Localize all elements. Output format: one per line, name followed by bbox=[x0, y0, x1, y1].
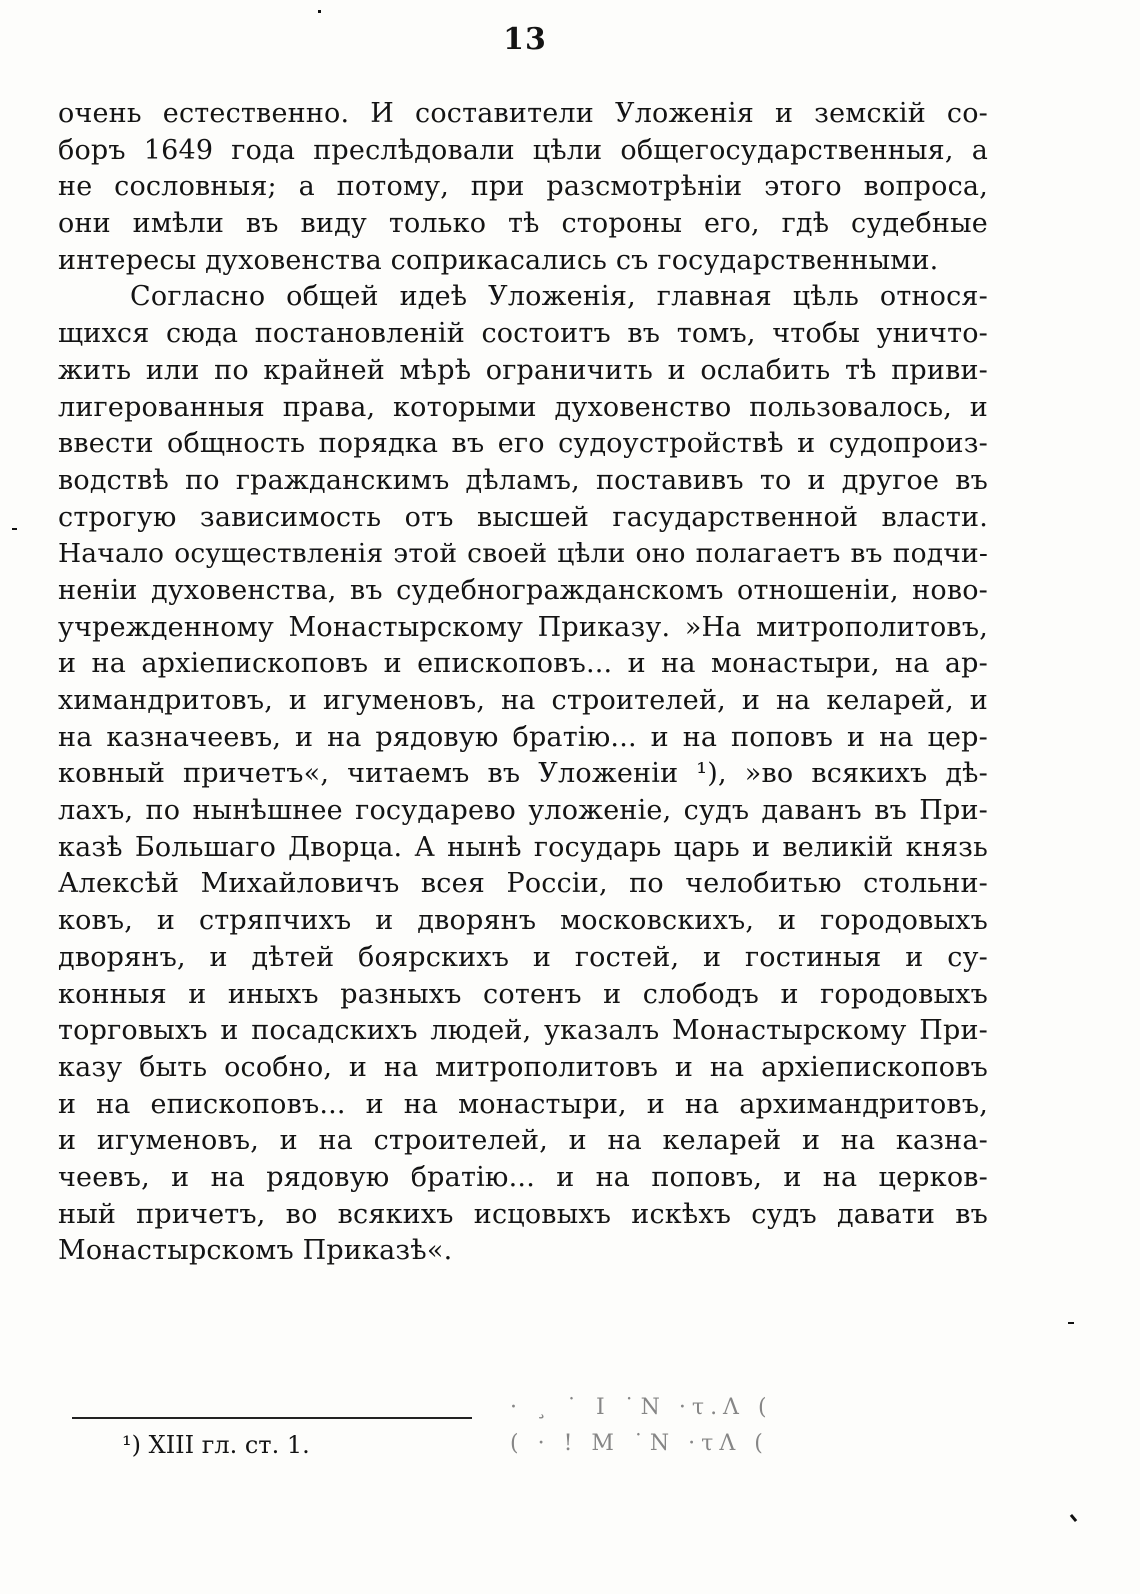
scan-speck bbox=[12, 528, 17, 530]
text-line: интересы духовенства соприкасались съ государственными. bbox=[58, 244, 939, 276]
text-line: неніи духовенства, въ судебногражданскомъ отношеніи, ново- bbox=[58, 574, 988, 606]
scan-speck bbox=[1068, 1322, 1074, 1324]
smudge-line: · ¸ ˙ Ι ˙Ν ·τ.Λ ( bbox=[510, 1395, 773, 1420]
text-line: Алексѣй Михайловичъ всея Россіи, по челобитью стольни- bbox=[58, 868, 988, 900]
text-line: ковъ, и стряпчихъ и дворянъ московскихъ, и городовыхъ bbox=[58, 905, 988, 937]
text-line: ввести общность порядка въ его судоустройствѣ и судопроиз- bbox=[58, 428, 988, 460]
text-line: дворянъ, и дѣтей боярскихъ и гостей, и гостиныя и су- bbox=[58, 941, 988, 973]
text-line: боръ 1649 года преслѣдовали цѣли общегосударственныя, а bbox=[58, 134, 988, 166]
text-line: ный причетъ, во всякихъ исцовыхъ искѣхъ судъ давати въ bbox=[58, 1198, 988, 1230]
text-line: на казначеевъ, и на рядовую братію... и на поповъ и на цер- bbox=[58, 721, 988, 753]
show-through-smudge bbox=[510, 1390, 990, 1470]
text-line: учрежденному Монастырскому Приказу. »На митрополитовъ, bbox=[58, 611, 988, 643]
text-line: торговыхъ и посадскихъ людей, указалъ Монастырскому При- bbox=[58, 1015, 988, 1047]
text-line: Согласно общей идеѣ Уложенія, главная цѣль относя- bbox=[130, 281, 988, 313]
text-line: ковный причетъ«, читаемъ въ Уложеніи ¹), »во всякихъ дѣ- bbox=[58, 758, 988, 790]
text-line: строгую зависимость отъ высшей гасударственной власти. bbox=[58, 501, 988, 533]
text-line: не сословныя; а потому, при разсмотрѣніи этого вопроса, bbox=[58, 171, 988, 203]
text-line: водствѣ по гражданскимъ дѣламъ, поставивъ то и другое въ bbox=[58, 464, 988, 496]
body-text bbox=[58, 96, 988, 1270]
text-line: они имѣли въ виду только тѣ стороны его, гдѣ судебные bbox=[58, 208, 988, 240]
text-line: конныя и иныхъ разныхъ сотенъ и слободъ и городовыхъ bbox=[58, 978, 988, 1010]
text-line: и игуменовъ, и на строителей, и на келарей и на казна- bbox=[58, 1125, 988, 1157]
scan-speck bbox=[1070, 1514, 1077, 1522]
text-line: очень естественно. И составители Уложенія и земскій со- bbox=[58, 98, 988, 129]
text-line: чеевъ, и на рядовую братію... и на поповъ, и на церков- bbox=[58, 1161, 988, 1193]
page-number: 13 bbox=[503, 22, 547, 57]
text-line: Начало осуществленія этой своей цѣли оно полагаетъ въ подчи- bbox=[58, 538, 988, 570]
text-line: лигерованныя права, которыми духовенство пользовалось, и bbox=[58, 391, 988, 423]
text-line: Монастырскомъ Приказѣ«. bbox=[58, 1235, 453, 1267]
text-line: щихся сюда постановленій состоитъ въ томъ, чтобы уничто- bbox=[58, 318, 988, 350]
text-line: химандритовъ, и игуменовъ, на строителей, и на келарей, и bbox=[58, 685, 988, 716]
text-line: жить или по крайней мѣрѣ ограничить и ослабить тѣ приви- bbox=[58, 354, 988, 386]
text-line: и на епископовъ... и на монастыри, и на архимандритовъ, bbox=[58, 1088, 988, 1120]
text-line: и на архіепископовъ и епископовъ... и на монастыри, на ар- bbox=[58, 648, 988, 680]
footnote: ¹) XIII гл. ст. 1. bbox=[122, 1431, 310, 1459]
text-line: казу быть особно, и на митрополитовъ и на архіепископовъ bbox=[58, 1051, 988, 1083]
text-line: лахъ, по нынѣшнее государево уложеніе, судъ даванъ въ При- bbox=[58, 795, 988, 827]
footnote-rule bbox=[72, 1417, 472, 1419]
text-line: казѣ Большаго Дворца. А нынѣ государь царь и великій князь bbox=[58, 831, 988, 863]
smudge-line: ( · ! Μ ˙Ν ·τΛ ( bbox=[510, 1431, 769, 1456]
scan-speck bbox=[318, 10, 321, 13]
